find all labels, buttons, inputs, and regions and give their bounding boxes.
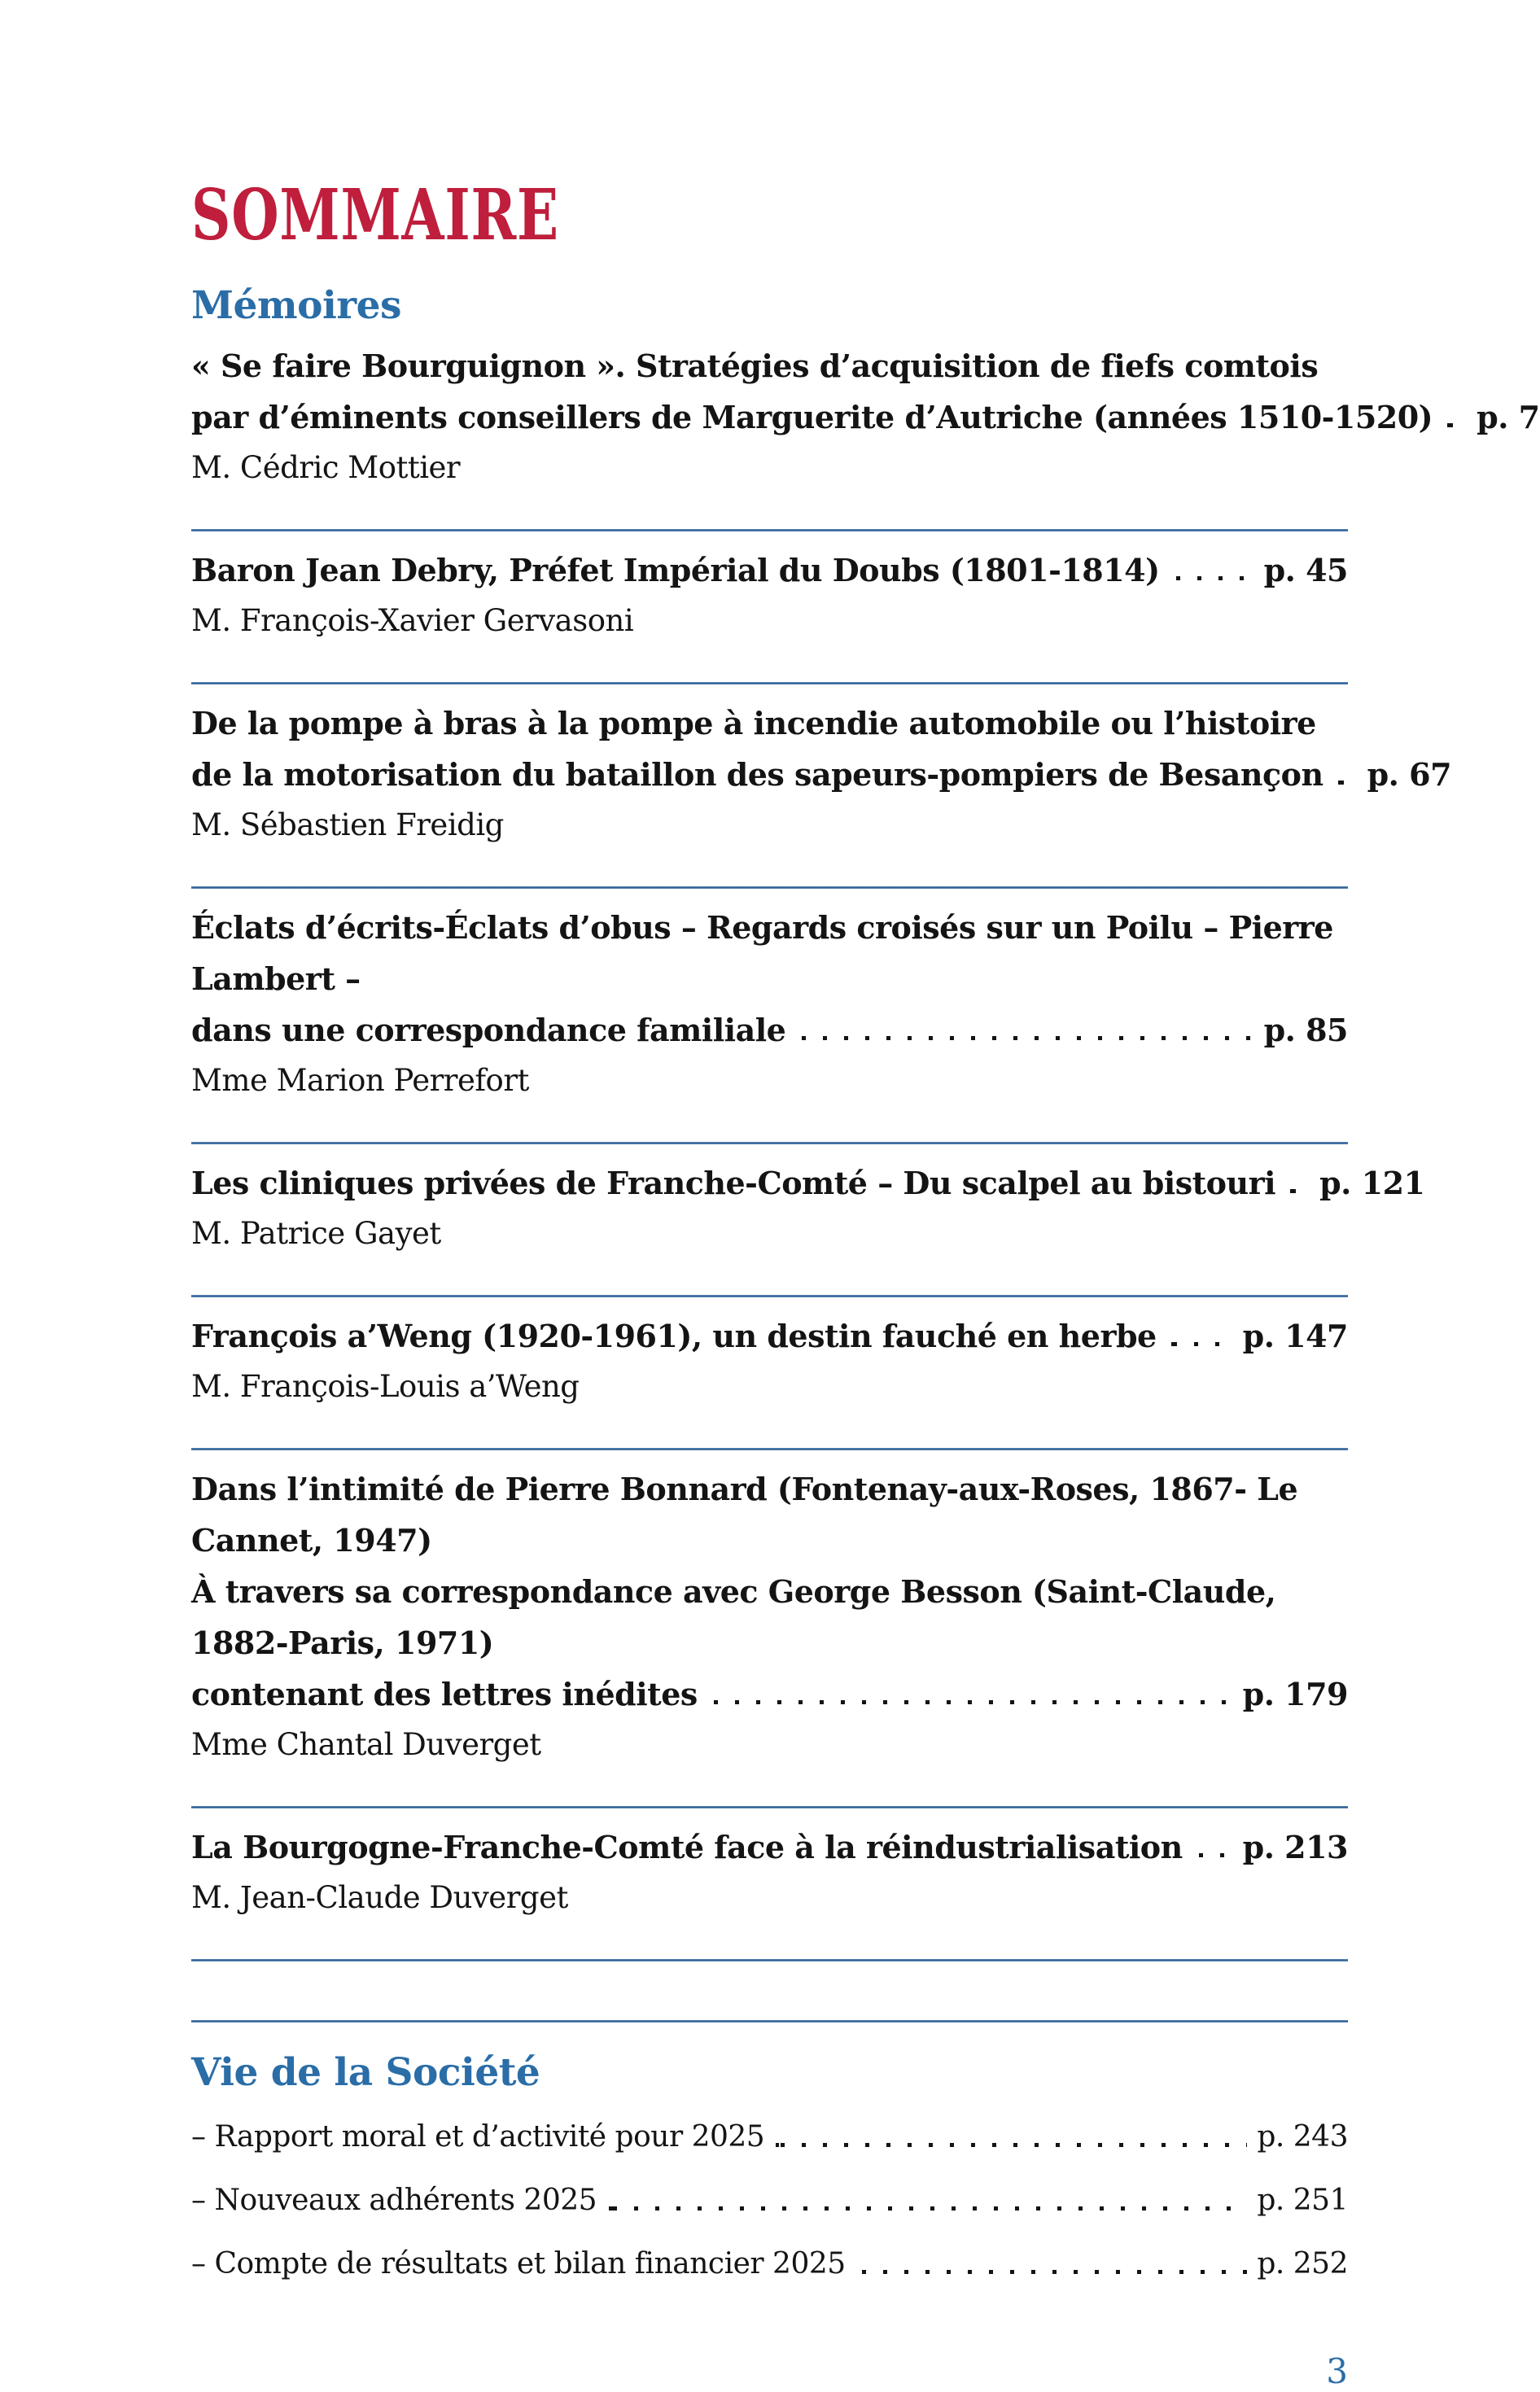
entry-author: M. Cédric Mottier (191, 450, 461, 485)
toc-entry (191, 1450, 1348, 1806)
dot-leader (608, 2176, 1247, 2226)
entry-title-line: De la pompe à bras à la pompe à incendie automobile ou l’histoire (191, 705, 1316, 741)
entry-page-ref: p. 85 (1263, 1012, 1348, 1048)
entry-title-line: « Se faire Bourguignon ». Stratégies d’acquisition de fiefs comtois (191, 348, 1319, 384)
entry-title-text: de la motorisation du bataillon des sapeurs-pompiers de Besançon (191, 756, 1323, 793)
item-page-ref: p. 251 (1257, 2184, 1348, 2217)
entry-title-line (191, 1310, 1348, 1362)
entry-author: Mme Marion Perrefort (191, 1063, 529, 1098)
dot-leader (709, 1668, 1233, 1720)
dot-leader (857, 2239, 1248, 2289)
entry-title-text: François a’Weng (1920-1961), un destin fauché en herbe (191, 1318, 1157, 1354)
vie-item (191, 2176, 1348, 2226)
entry-page-ref: p. 179 (1242, 1676, 1348, 1712)
entry-page-ref: p. 121 (1319, 1165, 1425, 1201)
toc-entry (191, 531, 1348, 682)
entry-author: M. Jean-Claude Duverget (191, 1880, 568, 1915)
dot-leader (1287, 1157, 1310, 1209)
dot-leader (1171, 544, 1254, 596)
toc-entry (191, 889, 1348, 1142)
dot-leader (1444, 391, 1467, 443)
entry-author: M. Patrice Gayet (191, 1216, 441, 1251)
entry-title-text: La Bourgogne-Franche-Comté face à la réindustrialisation (191, 1829, 1183, 1865)
dot-leader (797, 1004, 1253, 1056)
entry-title-text: Baron Jean Debry, Préfet Impérial du Doubs (1801-1814) (191, 552, 1160, 588)
content-column (191, 0, 1540, 2392)
section-heading-vie-de-la-societe: Vie de la Société (191, 2050, 540, 2095)
toc-entry (191, 1144, 1425, 1295)
entry-page-ref: p. 45 (1263, 552, 1348, 588)
item-page-ref: p. 252 (1257, 2247, 1348, 2280)
vie-item (191, 2112, 1348, 2162)
entry-author: M. François-Xavier Gervasoni (191, 603, 634, 638)
entry-page-ref: p. 7 (1477, 399, 1540, 435)
entry-title-line (191, 1157, 1425, 1209)
page-title: SOMMAIRE (191, 174, 559, 256)
entry-title-line (191, 1004, 1348, 1056)
dot-leader (1335, 749, 1358, 800)
entry-author: M. François-Louis a’Weng (191, 1369, 580, 1404)
entry-title-line (191, 749, 1452, 800)
entry-title-text: dans une correspondance familiale (191, 1012, 786, 1048)
item-label: – Rapport moral et d’activité pour 2025 (191, 2120, 765, 2154)
entry-title-line: À travers sa correspondance avec George Besson (Saint-Claude, 1882-Paris, 1971) (191, 1573, 1276, 1661)
item-label: – Nouveaux adhérents 2025 (191, 2184, 597, 2217)
section-gap (191, 1961, 1348, 2020)
section-heading-memoires: Mémoires (191, 283, 401, 328)
entry-title-text: par d’éminents conseillers de Marguerite d’Autriche (années 1510-1520) (191, 399, 1433, 435)
item-page-ref: p. 243 (1257, 2120, 1348, 2154)
entry-title-line (191, 1821, 1348, 1873)
divider-rule (191, 2020, 1348, 2022)
entry-page-ref: p. 213 (1242, 1829, 1348, 1865)
entry-title-line (191, 544, 1348, 596)
dot-leader (776, 2112, 1247, 2162)
entry-title-line: Dans l’intimité de Pierre Bonnard (Fontenay-aux-Roses, 1867- Le Cannet, 1947) (191, 1471, 1298, 1559)
entry-title-text: contenant des lettres inédites (191, 1676, 698, 1712)
item-label: – Compte de résultats et bilan financier 2025 (191, 2247, 846, 2280)
vie-item-list (191, 2112, 1348, 2289)
entry-title-line (191, 1668, 1348, 1720)
entry-title-line (191, 391, 1540, 443)
entry-page-ref: p. 67 (1367, 756, 1452, 793)
vie-item (191, 2239, 1348, 2289)
toc-entry (191, 327, 1540, 529)
entry-author: M. Sébastien Freidig (191, 807, 504, 842)
entry-page-ref: p. 147 (1242, 1318, 1348, 1354)
entry-title-line: Éclats d’écrits-Éclats d’obus – Regards croisés sur un Poilu – Pierre Lambert – (191, 909, 1333, 997)
entry-title-text: Les cliniques privées de Franche-Comté – Du scalpel au bistouri (191, 1165, 1276, 1201)
toc-entry (191, 684, 1452, 886)
toc-entry (191, 1297, 1348, 1448)
toc-entry (191, 1808, 1348, 1959)
dot-leader (1168, 1310, 1233, 1362)
dot-leader (1194, 1821, 1233, 1873)
folio-page-number: 3 (1326, 2351, 1348, 2391)
entry-author: Mme Chantal Duverget (191, 1727, 541, 1762)
